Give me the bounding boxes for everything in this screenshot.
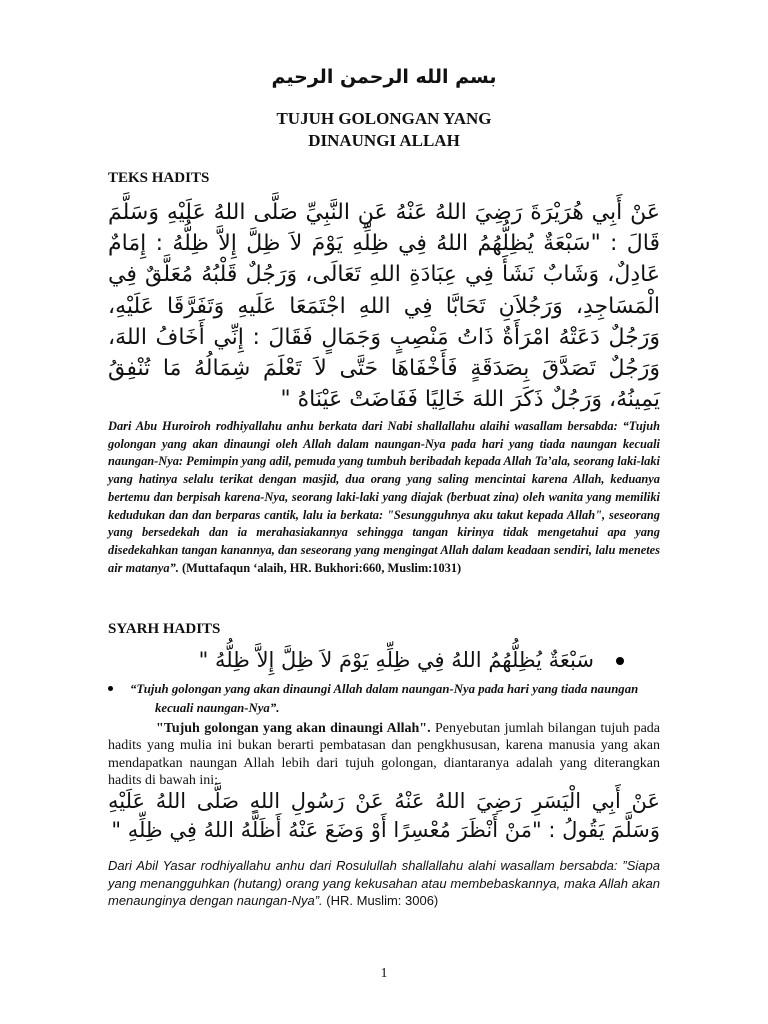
- hadith-source: (Muttafaqun ‘alaih, HR. Bukhori:660, Muslim:1031): [182, 560, 462, 575]
- syarh-arabic-phrase: سَبْعَةٌ يُظِلُّهُمُ اللهُ فِي ظِلِّهِ يَوْمَ لاَ ظِلَّ إِلاَّ ظِلُّهُ ": [198, 648, 594, 672]
- teks-hadits-heading: TEKS HADITS: [108, 170, 210, 186]
- syarh-bullet-translation: [130, 680, 660, 718]
- second-hadith-translation-text: Dari Abil Yasar rodhiyallahu anhu dari Rosulullah shallallahu alahi wasallam bersabda: ”Siapa yang menangguhkan (hutang) orang yang kekusahan atau membebaskannya, maka Allah akan menaunginya dengan naungan-Nya”.: [108, 858, 660, 909]
- hadith-arabic-text: عَنْ أَبِي هُرَيْرَةَ رَضِيَ اللهُ عَنْهُ عَنِ النَّبِيِّ صَلَّى اللهُ عَلَيْهِ وَسَلَّمَ قَالَ : "سَبْعَةٌ يُظِلُّهُمُ اللهُ فِي ظِلِّهِ يَوْمَ لاَ ظِلَّ إِلاَّ ظِلُّهُ : إِمَامٌ عَادِلٌ، وَشَابٌ نَشَأَ فِي عِبَادَةِ اللهِ تَعَالَى، وَرَجُلٌ قَلْبُهُ مُعَلَّقٌ فِي الْمَسَاجِدِ، وَرَجُلاَنِ تَحَابَّا فِي اللهِ اجْتَمَعَا عَلَيهِ وَتَفَرَّقَا عَلَيْهِ، وَرَجُلٌ دَعَتْهُ امْرَأَةٌ ذَاتُ مَنْصِبٍ وَجَمَالٍ فَقَالَ : إِنِّي أَخَافُ اللهَ، وَرَجُلٌ تَصَدَّقَ بِصَدَقَةٍ فَأَخْفَاهَا حَتَّى لاَ تَعْلَمَ شِمَالُهُ مَا تُنْفِقُ يَمِينُهُ، وَرَجُلٌ ذَكَرَ اللهَ خَالِيًا فَفَاضَتْ عَيْنَاهُ ": [108, 200, 660, 413]
- hadith-translation: [108, 418, 660, 577]
- bullet-icon: [616, 657, 624, 665]
- basmalah-heading: بسم الله الرحمن الرحيم: [271, 66, 497, 88]
- title-line-1: TUJUH GOLONGAN YANG: [276, 109, 492, 128]
- second-hadith-arabic: عَنْ أَبِي الْيَسَرِ رَضِيَ اللهُ عَنْهُ عَنْ رَسُولِ اللهِ صَلَّى اللهُ عَلَيْهِ وَسَلَّمَ يَقُولُ : "مَنْ أَنْظَرَ مُعْسِرًا أَوْ وَضَعَ عَنْهُ أَظَلَّهُ اللهُ فِي ظِلِّهِ ": [108, 789, 660, 842]
- second-hadith-translation: [108, 857, 660, 910]
- bullet-icon: [108, 686, 113, 691]
- syarh-bullet-translation-text: “Tujuh golongan yang akan dinaungi Allah dalam naungan-Nya pada hari yang tiada naungan kecuali naungan-Nya”.: [130, 682, 639, 715]
- hadith-translation-text: Dari Abu Huroiroh rodhiyallahu anhu berkata dari Nabi shallallahu alaihi wasallam bersabda: “Tujuh golongan yang akan dinaungi oleh Allah dalam naungan-Nya pada hari yang tiada naungan kecuali naungan-Nya: Pemimpin yang adil, pemuda yang tumbuh beribadah kepada Allah Ta’ala, seorang laki-laki yang hatinya selalu terikat dengan masjid, dua orang yang saling mencintai karena Allah, keduanya bertemu dan berpisah karena-Nya, seorang laki-laki yang diajak (berbuat zina) oleh wanita yang memiliki kedudukan dan dan berparas cantik, lalu ia berkata: "Sesungguhnya aku takut kepada Allah", seseorang yang bersedekah dan ia merahasiakannya sehingga tangan kirinya tidak mengetahui apa yang disedekahkan tangan kanannya, dan seseorang yang mengingat Allah dalam keadaan sendiri, lalu menetes air matanya”.: [108, 419, 660, 575]
- page-number: 1: [380, 966, 388, 981]
- page-title: [0, 108, 768, 152]
- syarh-paragraph: [108, 720, 660, 790]
- syarh-bullet-arabic: [108, 648, 660, 672]
- syarh-paragraph-text: Penyebutan jumlah bilangan tujuh pada hadits yang mulia ini bukan berarti pembatasan dan pengkhususan, karena manusia yang akan mendapatkan naungan Allah lebih dari tujuh golongan, diantaranya adalah yang diterangkan hadits di bawah ini:: [108, 721, 660, 789]
- title-line-2: DINAUNGI ALLAH: [308, 131, 460, 150]
- syarh-hadits-heading: SYARH HADITS: [108, 621, 221, 637]
- syarh-paragraph-lead: "Tujuh golongan yang akan dinaungi Allah".: [156, 721, 431, 736]
- second-hadith-source: (HR. Muslim: 3006): [326, 893, 439, 909]
